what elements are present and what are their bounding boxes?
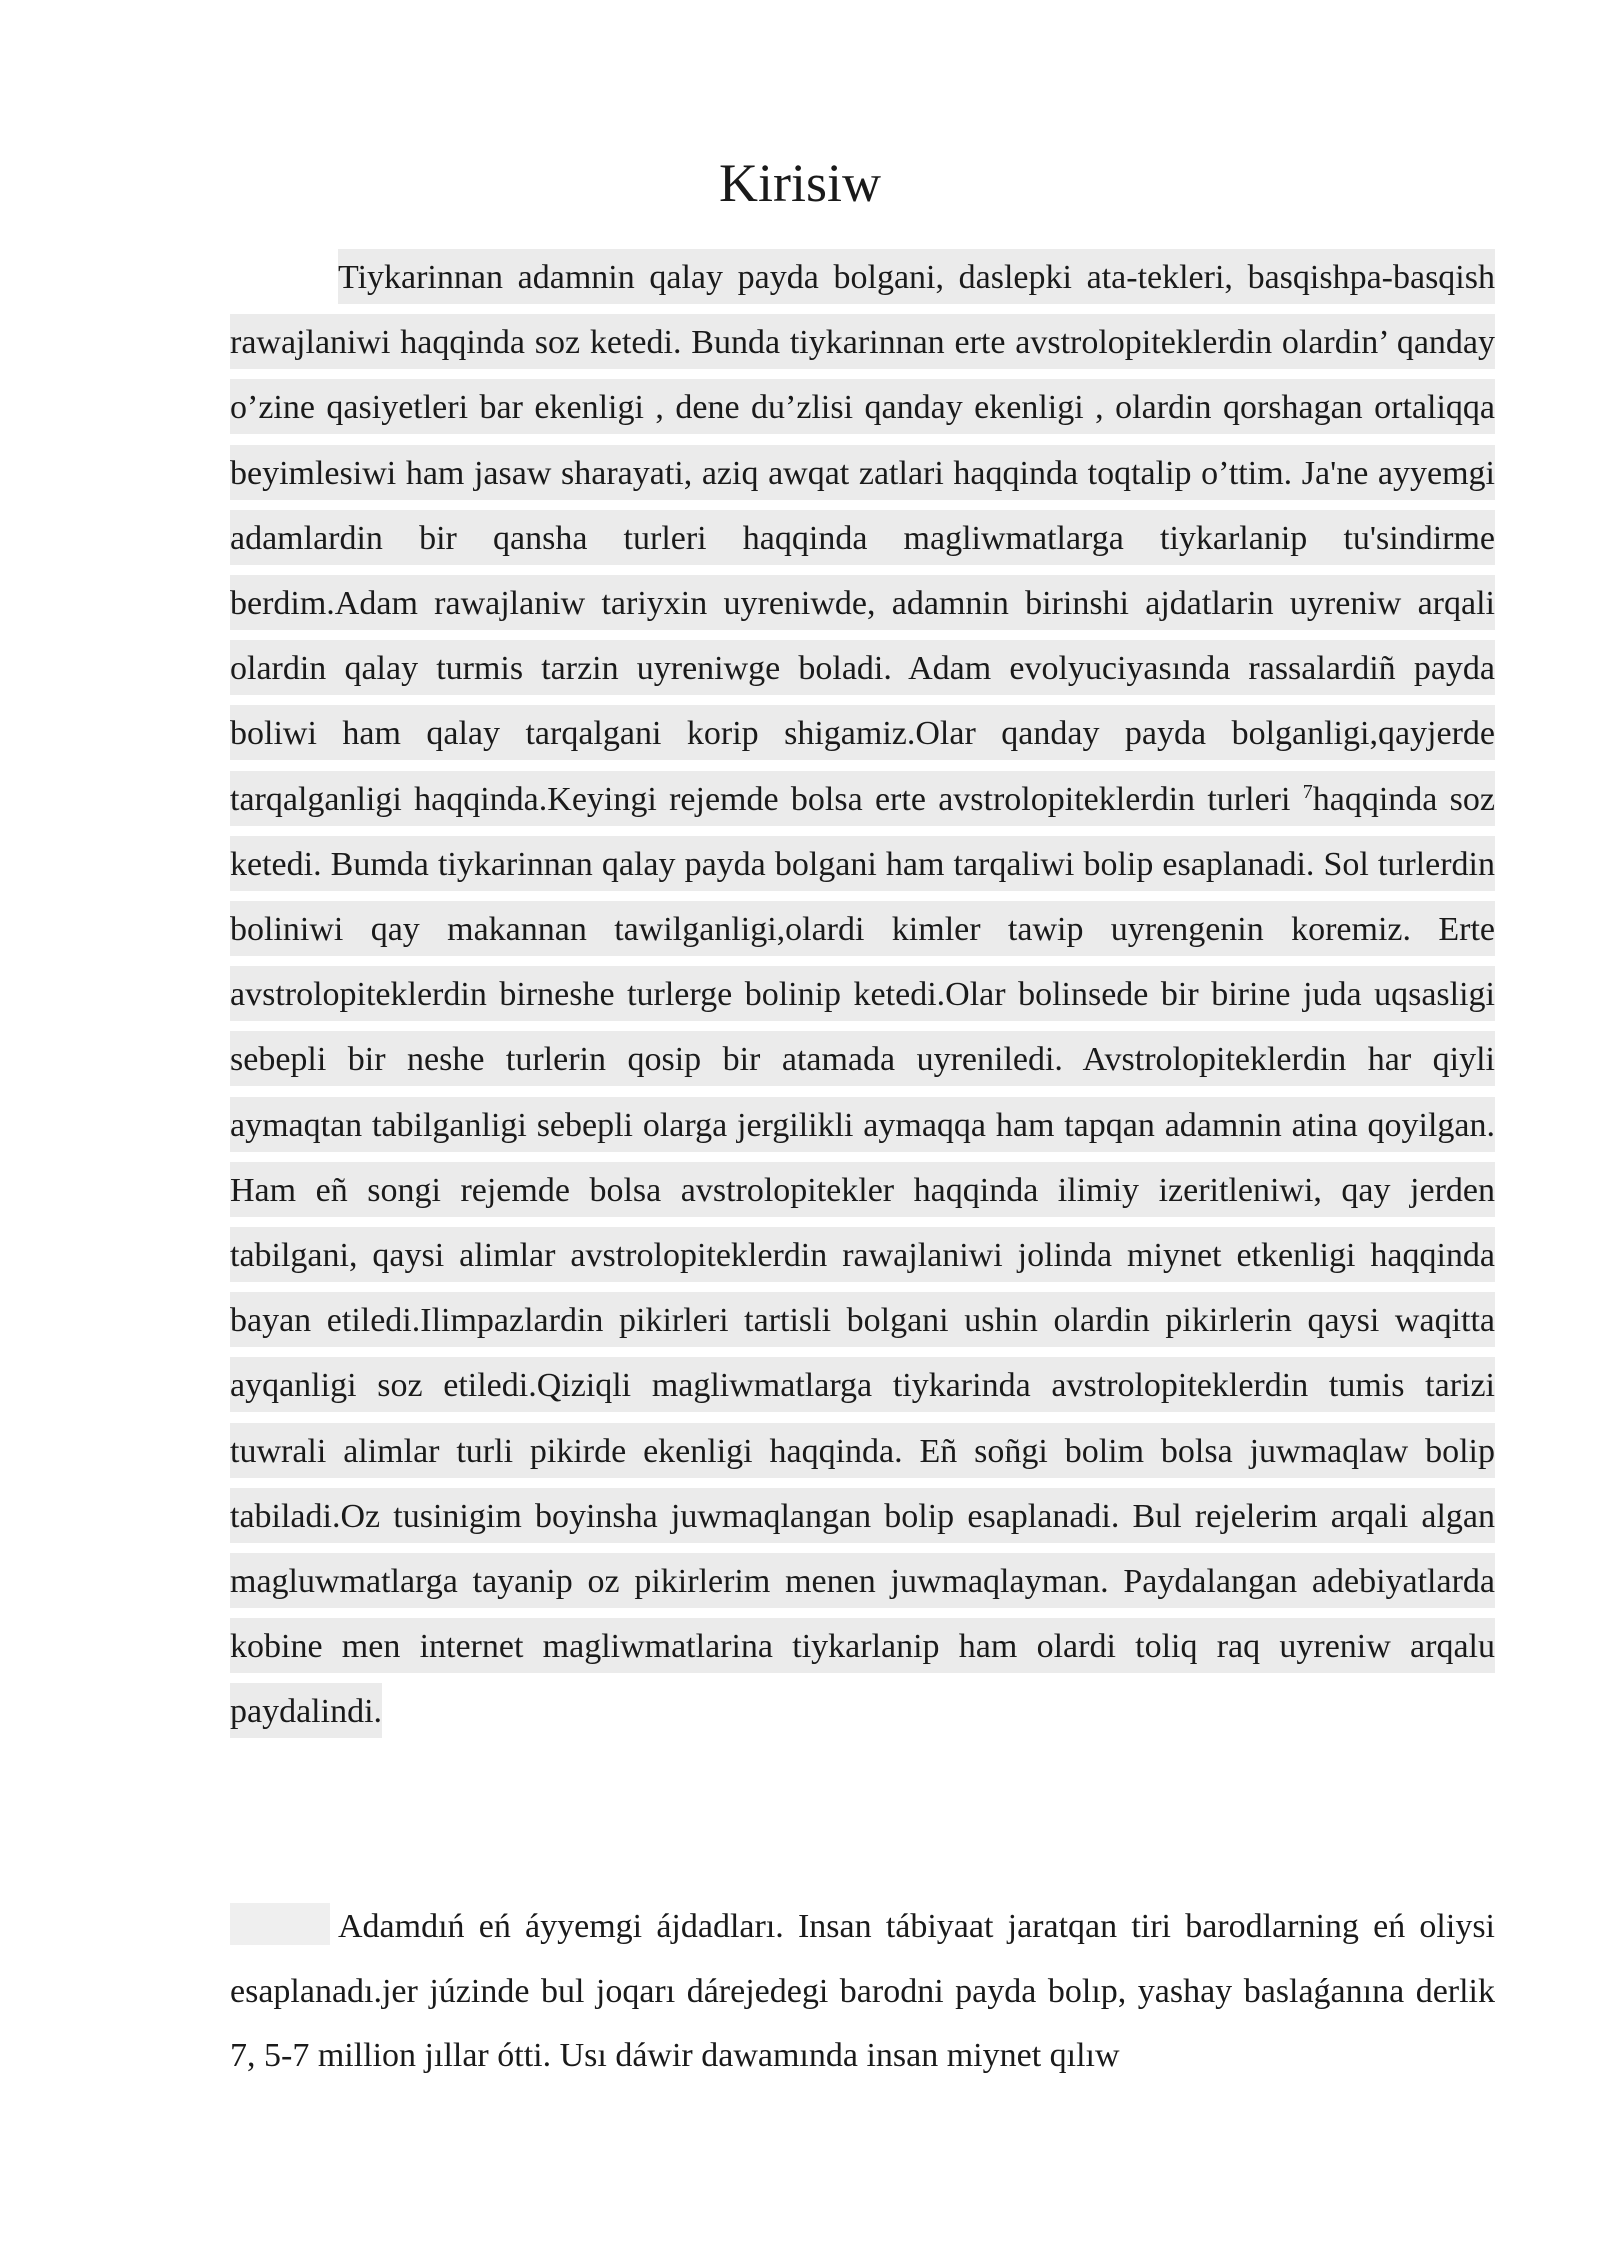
page-title: Kirisiw [719,153,881,213]
paragraph-text-part-b: haqqinda soz ketedi. Bumda tiykarinnan qalay payda bolgani ham tarqaliwi bolip esaplanadi. Sol turlerdin boliniwi qay makannan tawilganligi,olardi kimler tawip uyrengenin koremiz. Erte avstrolopiteklerdin birneshe turlerge bolinip ketedi.Olar bolinsede bir birine juda uqsasligi sebepli bir neshe turlerin qosip bir atamada uyreniledi. Avstrolopiteklerdin har qiyli aymaqtan tabilganligi sebepli olarga jergilikli aymaqqa ham tapqan adamnin atina qoyilgan. Ham eñ songi rejemde bolsa avstrolopitekler haqqinda ilimiy izeritleniwi, qay jerden tabilgani, qaysi alimlar avstrolopiteklerdin rawajlaniwi jolinda miynet etkenligi haqqinda bayan etiledi.Ilimpazlardin pikirleri tartisli bolgani ushin olardin pikirlerin qaysi waqitta ayqanligi soz etiledi.Qiziqli magliwmatlarga tiykarinda avstrolopiteklerdin tumis tarizi tuwrali alimlar turli pikirde ekenligi haqqinda. Eñ soñgi bolim bolsa juwmaqlaw bolip tabiladi.Oz tusinigim boyinsha juwmaqlangan bolip esaplanadi. Bul rejelerim arqali algan magluwmatlarga tayanip oz pikirlerim menen juwmaqlayman. Paydalangan adebiyatlarda kobine men internet magliwmatlarina tiykarlanip ham olardi toliq raq uyreniw arqalu paydalindi. [230,780,1496,1731]
paragraph-intro [230,245,1495,1745]
footnote-mark: 7 [1302,780,1313,803]
paragraph-text-part-a: Tiykarinnan adamnin qalay payda bolgani, daslepki ata-tekleri, basqishpa-basqish rawajlaniwi haqqinda soz ketedi. Bunda tiykarinnan erte avstrolopiteklerdin olardin’ qanday o’zine qasiyetleri bar ekenligi , dene du’zlisi qanday ekenligi , olardin qorshagan ortaliqqa beyimlesiwi ham jasaw sharayati, aziq awqat zatlari haqqinda toqtalip o’ttim. Ja'ne ayyemgi adamlardin bir qansha turleri haqqinda magliwmatlarga tiykarlanip tu'sindirme berdim.Adam rawajlaniw tariyxin uyreniwde, adamnin birinshi ajdatlarin uyreniw arqali olardin qalay turmis tarzin uyreniwge boladi. Adam evolyuciyasında rassalardiñ payda boliwi ham qalay tarqalgani korip shigamiz.Olar qanday payda bolganligi,qayjerde tarqalganligi haqqinda.Keyingi rejemde bolsa erte avstrolopiteklerdin turleri [230,259,1495,818]
highlighted-text [230,259,1495,1730]
highlight-mark [230,1903,330,1945]
paragraph-text: Adamdıń eń áyyemgi ájdadları. Insan tábiyaat jaratqan tiri barodlarning eń oliysi esaplanadı.jer júzinde bul joqarı dárejedegi barodni payda bolıp, yashay baslaǵanına derlik 7, 5-7 million jıllar ótti. Usı dáwir dawamında insan miynet qılıw [230,1908,1495,2074]
paragraph-ancestors [230,1895,1495,2089]
